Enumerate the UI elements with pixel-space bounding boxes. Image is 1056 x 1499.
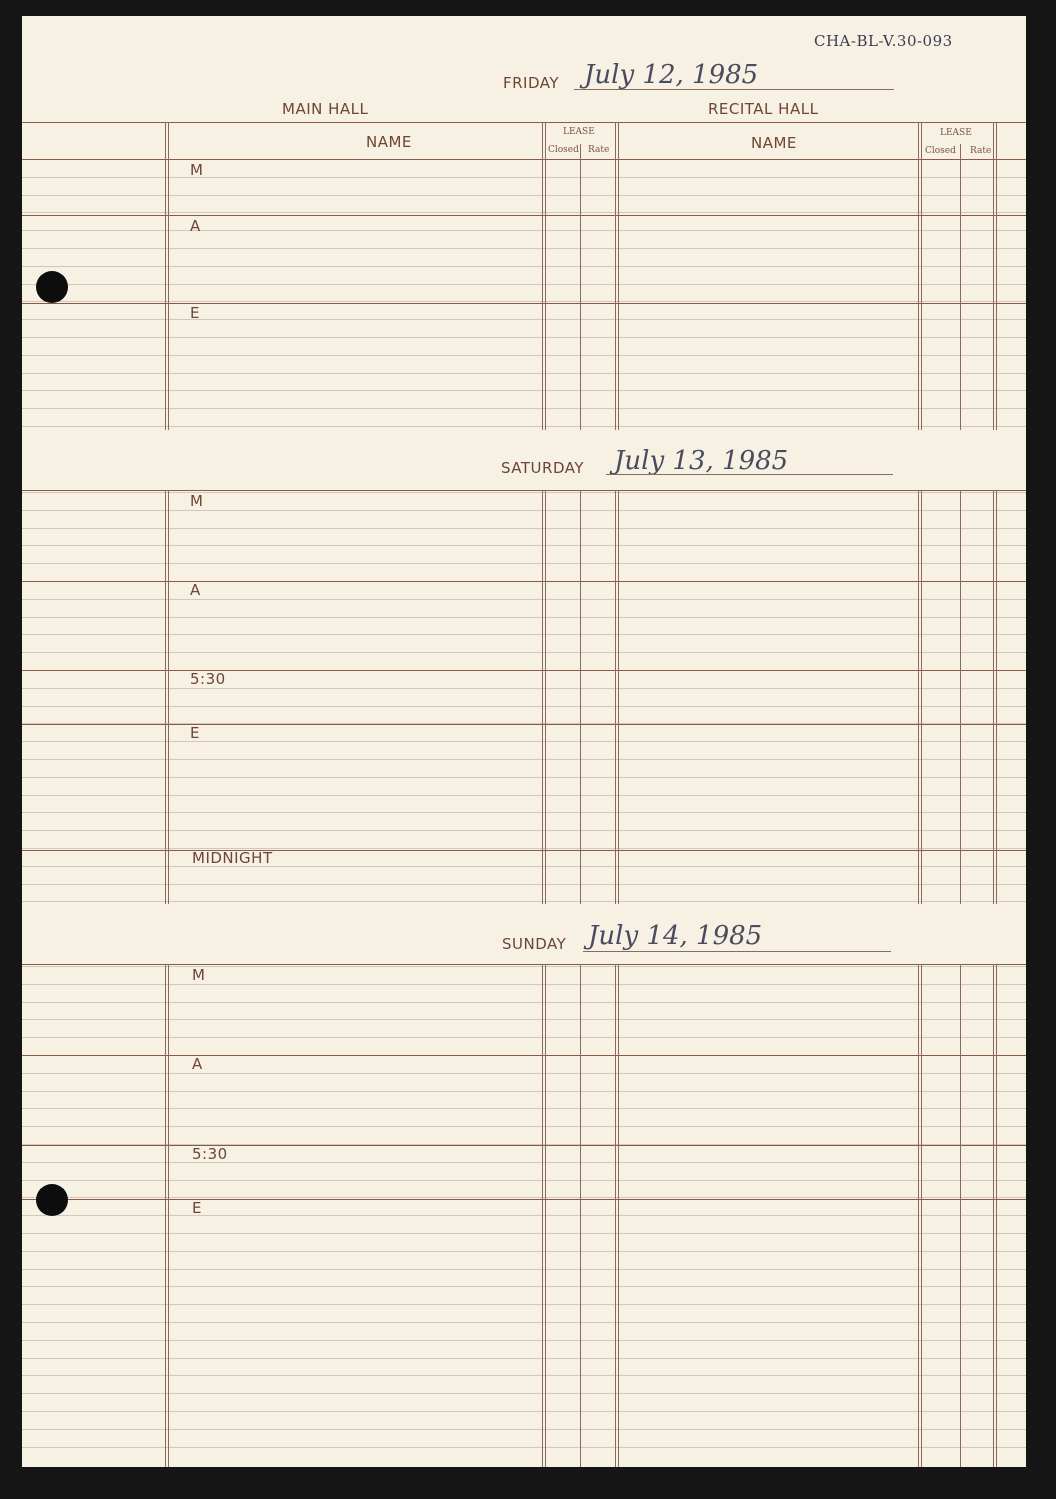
sunday-marker-evening: E [192, 1199, 202, 1217]
col-line-recital-start [615, 122, 616, 1467]
ruled-line [22, 599, 1026, 600]
ruled-line [22, 1251, 1026, 1252]
section-divider [22, 490, 1026, 491]
saturday-date: July 13, 1985 [614, 446, 789, 476]
ruled-line [22, 1393, 1026, 1394]
ruled-line [22, 634, 1026, 635]
ruled-line [22, 1215, 1026, 1216]
col-line-main-rate [580, 144, 581, 1467]
section-divider [22, 850, 1026, 851]
friday-underline [574, 89, 894, 90]
col-line-right-2 [996, 122, 997, 1467]
sunday-marker-morning: M [192, 966, 206, 984]
ruled-line [22, 884, 1026, 885]
saturday-marker-evening: E [190, 724, 200, 742]
col-line-main-closed-2 [545, 122, 546, 1467]
ruled-line [22, 866, 1026, 867]
ruled-line [22, 652, 1026, 653]
recital-closed-header: Closed [925, 146, 956, 156]
friday-marker-evening: E [190, 304, 200, 322]
ruled-line [22, 830, 1026, 831]
sunday-underline [583, 951, 891, 952]
ruled-line [22, 248, 1026, 249]
ruled-line [22, 177, 1026, 178]
sunday-date: July 14, 1985 [588, 921, 763, 951]
ruled-line [22, 617, 1026, 618]
sunday-label: SUNDAY [502, 935, 567, 953]
main-lease-header: LEASE [563, 127, 595, 137]
recital-hall-header: RECITAL HALL [708, 100, 819, 118]
ruled-line [22, 408, 1026, 409]
ruled-line [22, 1091, 1026, 1092]
section-divider [22, 1145, 1026, 1146]
main-name-header: NAME [366, 133, 412, 151]
ruled-line [22, 1429, 1026, 1430]
ruled-line [22, 1269, 1026, 1270]
ruled-line [22, 812, 1026, 813]
col-line-recital-start-2 [618, 122, 619, 1467]
col-line-recital-rate [960, 144, 961, 1467]
main-rate-header: Rate [588, 145, 610, 155]
ruled-line [22, 373, 1026, 374]
ruled-line [22, 1340, 1026, 1341]
ruled-line [22, 741, 1026, 742]
friday-date: July 12, 1985 [584, 60, 759, 90]
ledger-sheet [22, 16, 1026, 1467]
ruled-line [22, 355, 1026, 356]
saturday-underline [606, 474, 893, 475]
saturday-marker-afternoon: A [190, 581, 201, 599]
section-divider [22, 159, 1026, 160]
saturday-label: SATURDAY [501, 459, 585, 477]
sunday-marker-afternoon: A [192, 1055, 203, 1073]
ruled-line [22, 901, 1026, 902]
col-line-left [165, 122, 166, 1467]
ruled-line [22, 230, 1026, 231]
ruled-line [22, 1358, 1026, 1359]
ruled-line [22, 848, 1026, 849]
section-divider [22, 670, 1026, 671]
ruled-line [22, 1019, 1026, 1020]
ruled-line [22, 777, 1026, 778]
friday-marker-morning: M [190, 161, 204, 179]
ruled-line [22, 1180, 1026, 1181]
main-hall-header: MAIN HALL [282, 100, 369, 118]
sunday-marker-530: 5:30 [192, 1145, 228, 1163]
ruled-line [22, 984, 1026, 985]
section-divider [22, 724, 1026, 725]
ruled-line [22, 1375, 1026, 1376]
ruled-line [22, 1002, 1026, 1003]
sunday-band [22, 904, 1026, 964]
ruled-line [22, 1304, 1026, 1305]
ruled-line [22, 426, 1026, 427]
ruled-line [22, 1411, 1026, 1412]
ruled-line [22, 1073, 1026, 1074]
ruled-line [22, 706, 1026, 707]
ruled-line [22, 1126, 1026, 1127]
binder-hole-top [36, 271, 68, 303]
ruled-line [22, 319, 1026, 320]
recital-rate-header: Rate [970, 146, 992, 156]
ruled-line [22, 545, 1026, 546]
ruled-line [22, 1233, 1026, 1234]
recital-lease-header: LEASE [940, 128, 972, 138]
section-divider [22, 122, 1026, 123]
friday-marker-afternoon: A [190, 217, 201, 235]
ruled-line [22, 212, 1026, 213]
saturday-marker-morning: M [190, 492, 204, 510]
ruled-line [22, 1037, 1026, 1038]
section-divider [22, 1199, 1026, 1200]
section-divider [22, 964, 1026, 965]
col-line-left-2 [168, 122, 169, 1467]
ruled-line [22, 492, 1026, 493]
ruled-line [22, 266, 1026, 267]
saturday-marker-530: 5:30 [190, 670, 226, 688]
ruled-line [22, 195, 1026, 196]
col-line-recital-closed [918, 122, 919, 1467]
recital-name-header: NAME [751, 134, 797, 152]
archive-id: CHA-BL-V.30-093 [814, 32, 953, 50]
ruled-line [22, 795, 1026, 796]
ruled-line [22, 1162, 1026, 1163]
col-line-main-closed [542, 122, 543, 1467]
col-line-recital-closed-2 [921, 122, 922, 1467]
ruled-line [22, 1447, 1026, 1448]
ruled-line [22, 1322, 1026, 1323]
section-divider [22, 1055, 1026, 1056]
binder-hole-bottom [36, 1184, 68, 1216]
ruled-line [22, 284, 1026, 285]
section-divider [22, 581, 1026, 582]
col-line-right [993, 122, 994, 1467]
ruled-line [22, 563, 1026, 564]
ruled-line [22, 966, 1026, 967]
friday-label: FRIDAY [503, 74, 560, 92]
saturday-marker-midnight: MIDNIGHT [192, 849, 273, 867]
ruled-line [22, 390, 1026, 391]
ruled-line [22, 1108, 1026, 1109]
ruled-line [22, 528, 1026, 529]
ruled-line [22, 1286, 1026, 1287]
ruled-line [22, 759, 1026, 760]
ruled-line [22, 510, 1026, 511]
ruled-line [22, 337, 1026, 338]
section-divider [22, 215, 1026, 216]
section-divider [22, 303, 1026, 304]
ruled-line [22, 688, 1026, 689]
main-closed-header: Closed [548, 145, 579, 155]
